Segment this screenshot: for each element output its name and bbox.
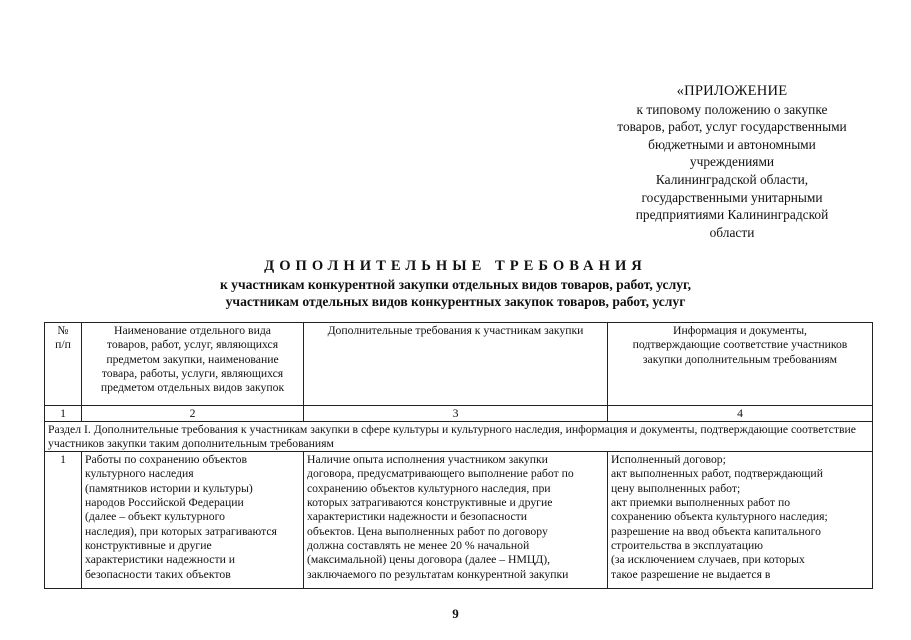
column-number: 1 [45,406,82,422]
header-item-name: Наименование отдельного вида товаров, работ, услуг, являющихся предметом закупки, наименование товара, работы, услуги, являющихся предметом отдельных видов закупок [82,323,304,406]
row-number: 1 [45,452,82,589]
header-documents: Информация и документы, подтверждающие соответствие участников закупки дополнительным требованиям [608,323,873,406]
document-title: ДОПОЛНИТЕЛЬНЫЕ ТРЕБОВАНИЯ [264,258,647,274]
row-documents: Исполненный договор; акт выполненных работ, подтверждающий цену выполненных работ; акт приемки выполненных работ по сохранению объекта культурного наследия; разрешение на ввод объекта капитального строительства в эксплуатацию (за исключением случаев, при которых такое разрешение не выдается в [608,452,873,589]
column-number-row [45,406,873,422]
section-title: Раздел I. Дополнительные требования к участникам закупки в сфере культуры и культурного наследия, информация и документы, подтверждающие соответствие участников закупки таким дополнительным требованиям [45,422,873,452]
column-number: 2 [82,406,304,422]
annex-line: бюджетными и автономными [648,136,816,152]
column-number: 4 [608,406,873,422]
annex-line: предприятиями Калининградской [635,207,829,223]
annex-title: «ПРИЛОЖЕНИЕ [676,83,788,99]
annex-line: учреждениями [689,154,775,170]
document-subtitle [0,276,911,310]
row-requirements: Наличие опыта исполнения участником закупки договора, предусматривающего выполнение работ по сохранению объектов культурного наследия, при которых затрагиваются конструктивные и другие характеристики надежности и безопасности объектов. Цена выполненных работ по договору должна составлять не менее 20 % начальной (максимальной) цены договора (далее – НМЦД), заключаемого по результатам конкурентной закупки [304,452,608,589]
page-number: 9 [452,606,459,621]
annex-line: Калининградской области, [655,171,809,187]
header-requirements: Дополнительные требования к участникам закупки [304,323,608,406]
annex-line: товаров, работ, услуг государственными [617,119,847,135]
section-row [45,422,873,452]
annex-heading-block [584,83,880,241]
header-number: № п/п [45,323,82,406]
annex-line: государственными унитарными [641,189,823,205]
subtitle-line-1: к участникам конкурентной закупки отдельных видов товаров, работ, услуг, [219,277,692,292]
annex-line: области [709,224,755,240]
table-header-row [45,323,873,406]
column-number: 3 [304,406,608,422]
row-item-name: Работы по сохранению объектов культурного наследия (памятников истории и культуры) народов Российской Федерации (далее – объект культурного наследия), при которых затрагиваются конструктивные и другие характеристики надежности и безопасности таких объектов [82,452,304,589]
requirements-table [44,322,873,589]
annex-line: к типовому положению о закупке [636,101,828,117]
table-row [45,452,873,589]
subtitle-line-2: участникам отдельных видов конкурентных закупок товаров, работ, услуг [225,294,686,309]
